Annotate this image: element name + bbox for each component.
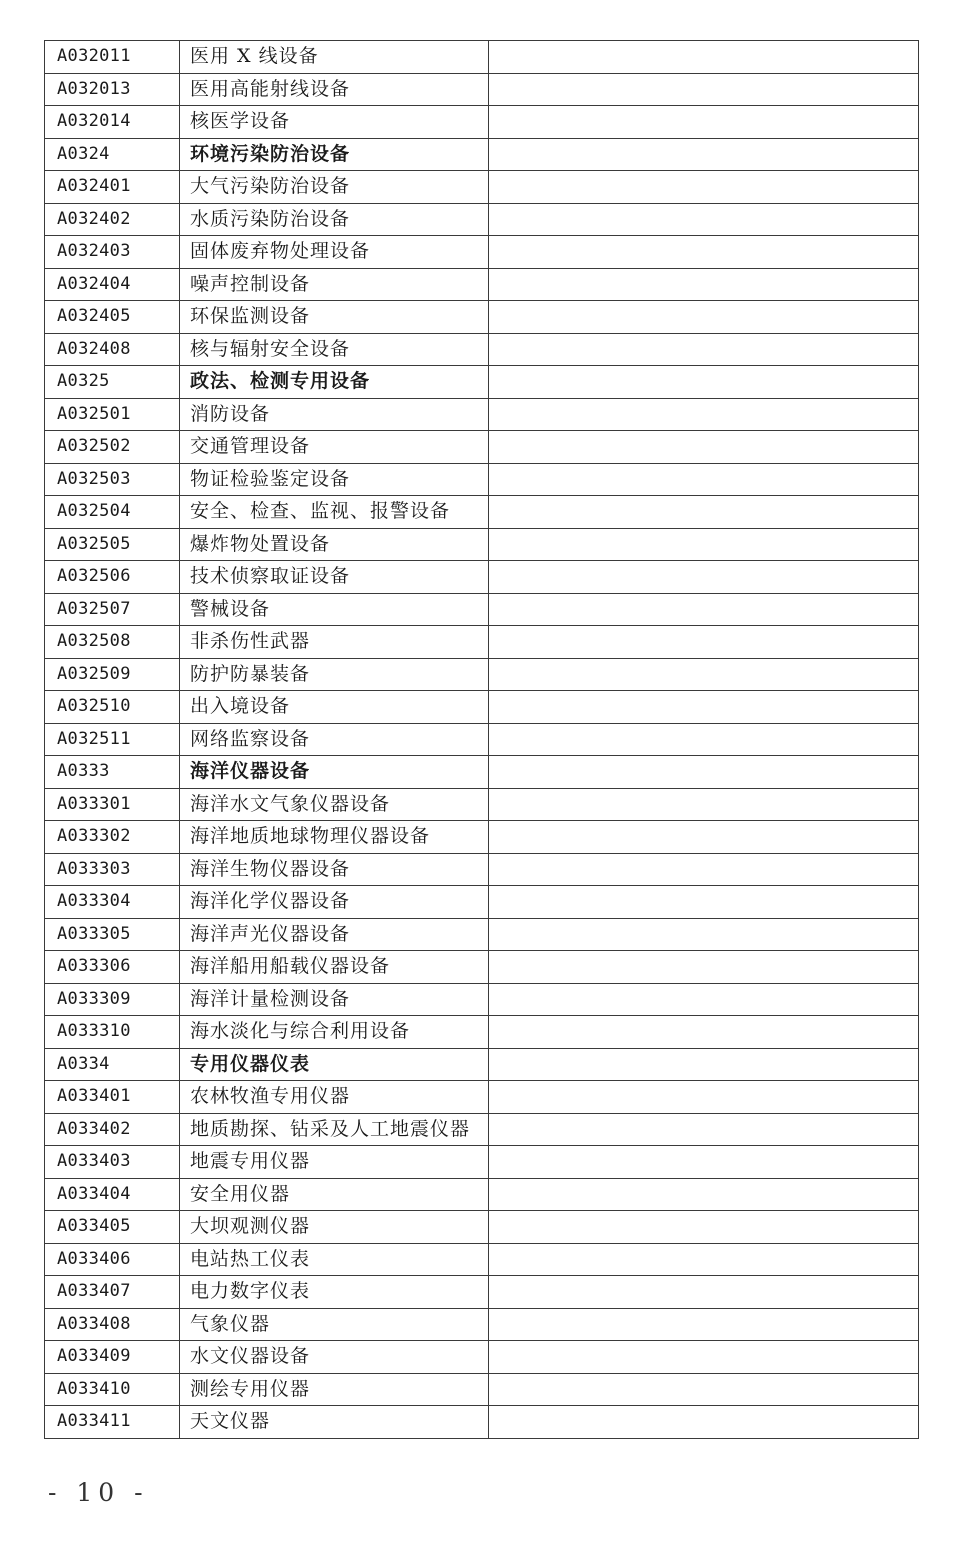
- item-note: [489, 1406, 919, 1439]
- item-note: [489, 431, 919, 464]
- item-name: 大坝观测仪器: [180, 1211, 489, 1244]
- item-name: 消防设备: [180, 398, 489, 431]
- item-note: [489, 983, 919, 1016]
- item-note: [489, 41, 919, 74]
- item-note: [489, 496, 919, 529]
- table-row: [45, 821, 919, 854]
- item-note: [489, 138, 919, 171]
- item-note: [489, 301, 919, 334]
- item-note: [489, 1308, 919, 1341]
- item-code: A033405: [45, 1211, 180, 1244]
- item-note: [489, 1341, 919, 1374]
- item-code: A033310: [45, 1016, 180, 1049]
- item-note: [489, 73, 919, 106]
- item-code: A032509: [45, 658, 180, 691]
- table-row: [45, 1211, 919, 1244]
- item-note: [489, 171, 919, 204]
- item-name: 海洋仪器设备: [180, 756, 489, 789]
- table-row: [45, 593, 919, 626]
- item-note: [489, 1146, 919, 1179]
- item-code: A0333: [45, 756, 180, 789]
- item-name: 爆炸物处置设备: [180, 528, 489, 561]
- item-name: 警械设备: [180, 593, 489, 626]
- table-row: [45, 431, 919, 464]
- table-row: [45, 398, 919, 431]
- item-name: 防护防暴装备: [180, 658, 489, 691]
- item-code: A033408: [45, 1308, 180, 1341]
- item-note: [489, 203, 919, 236]
- item-note: [489, 756, 919, 789]
- table-row: [45, 171, 919, 204]
- item-note: [489, 106, 919, 139]
- item-name: 固体废弃物处理设备: [180, 236, 489, 269]
- table-row: [45, 691, 919, 724]
- item-name: 政法、检测专用设备: [180, 366, 489, 399]
- item-code: A033401: [45, 1081, 180, 1114]
- item-code: A033306: [45, 951, 180, 984]
- item-name: 交通管理设备: [180, 431, 489, 464]
- item-name: 测绘专用仪器: [180, 1373, 489, 1406]
- item-code: A032404: [45, 268, 180, 301]
- table-row: [45, 1081, 919, 1114]
- item-name: 大气污染防治设备: [180, 171, 489, 204]
- item-name: 海洋计量检测设备: [180, 983, 489, 1016]
- item-code: A0325: [45, 366, 180, 399]
- item-note: [489, 268, 919, 301]
- item-note: [489, 1276, 919, 1309]
- item-name: 安全、检查、监视、报警设备: [180, 496, 489, 529]
- table-row: [45, 853, 919, 886]
- item-note: [489, 1243, 919, 1276]
- item-code: A033301: [45, 788, 180, 821]
- item-note: [489, 236, 919, 269]
- item-note: [489, 918, 919, 951]
- item-note: [489, 398, 919, 431]
- item-name: 地震专用仪器: [180, 1146, 489, 1179]
- item-name: 水文仪器设备: [180, 1341, 489, 1374]
- table-row: [45, 463, 919, 496]
- table-row: [45, 496, 919, 529]
- table-row: [45, 1146, 919, 1179]
- item-code: A032510: [45, 691, 180, 724]
- item-code: A033303: [45, 853, 180, 886]
- table-row: [45, 1113, 919, 1146]
- item-note: [489, 366, 919, 399]
- item-name: 电力数字仪表: [180, 1276, 489, 1309]
- item-name: 天文仪器: [180, 1406, 489, 1439]
- table-row: [45, 301, 919, 334]
- item-note: [489, 333, 919, 366]
- table-row: [45, 268, 919, 301]
- item-code: A032502: [45, 431, 180, 464]
- item-code: A033410: [45, 1373, 180, 1406]
- item-code: A033407: [45, 1276, 180, 1309]
- item-code: A032011: [45, 41, 180, 74]
- item-name: 专用仪器仪表: [180, 1048, 489, 1081]
- item-note: [489, 951, 919, 984]
- category-row: [45, 138, 919, 171]
- item-code: A032507: [45, 593, 180, 626]
- item-note: [489, 593, 919, 626]
- item-name: 非杀伤性武器: [180, 626, 489, 659]
- item-name: 海洋地质地球物理仪器设备: [180, 821, 489, 854]
- table-row: [45, 788, 919, 821]
- table-row: [45, 1341, 919, 1374]
- item-name: 安全用仪器: [180, 1178, 489, 1211]
- item-code: A032405: [45, 301, 180, 334]
- item-name: 海洋生物仪器设备: [180, 853, 489, 886]
- item-name: 出入境设备: [180, 691, 489, 724]
- item-code: A033406: [45, 1243, 180, 1276]
- item-code: A033305: [45, 918, 180, 951]
- table-row: [45, 333, 919, 366]
- item-note: [489, 1211, 919, 1244]
- item-name: 环境污染防治设备: [180, 138, 489, 171]
- item-name: 噪声控制设备: [180, 268, 489, 301]
- item-code: A032013: [45, 73, 180, 106]
- item-note: [489, 788, 919, 821]
- item-name: 海洋声光仪器设备: [180, 918, 489, 951]
- item-note: [489, 658, 919, 691]
- item-code: A033404: [45, 1178, 180, 1211]
- item-note: [489, 528, 919, 561]
- item-code: A033402: [45, 1113, 180, 1146]
- table-row: [45, 886, 919, 919]
- item-name: 环保监测设备: [180, 301, 489, 334]
- item-code: A032503: [45, 463, 180, 496]
- item-name: 海洋水文气象仪器设备: [180, 788, 489, 821]
- table-row: [45, 1406, 919, 1439]
- item-note: [489, 561, 919, 594]
- item-code: A032401: [45, 171, 180, 204]
- item-name: 地质勘探、钻采及人工地震仪器: [180, 1113, 489, 1146]
- item-note: [489, 886, 919, 919]
- table-row: [45, 1373, 919, 1406]
- table-row: [45, 73, 919, 106]
- page-number: - 10 -: [48, 1478, 149, 1507]
- item-name: 核与辐射安全设备: [180, 333, 489, 366]
- table-row: [45, 41, 919, 74]
- item-name: 技术侦察取证设备: [180, 561, 489, 594]
- item-note: [489, 723, 919, 756]
- table-row: [45, 203, 919, 236]
- item-name: 农林牧渔专用仪器: [180, 1081, 489, 1114]
- item-note: [489, 853, 919, 886]
- table-row: [45, 106, 919, 139]
- table-row: [45, 626, 919, 659]
- table-row: [45, 528, 919, 561]
- catalog-table: [44, 40, 919, 1439]
- table-row: [45, 983, 919, 1016]
- category-row: [45, 756, 919, 789]
- table-row: [45, 1178, 919, 1211]
- table-row: [45, 1308, 919, 1341]
- item-code: A033304: [45, 886, 180, 919]
- item-note: [489, 1113, 919, 1146]
- table-row: [45, 561, 919, 594]
- table-row: [45, 236, 919, 269]
- item-note: [489, 1016, 919, 1049]
- item-code: A033409: [45, 1341, 180, 1374]
- item-code: A032511: [45, 723, 180, 756]
- item-code: A032501: [45, 398, 180, 431]
- item-note: [489, 626, 919, 659]
- item-note: [489, 1178, 919, 1211]
- table-row: [45, 951, 919, 984]
- item-name: 医用高能射线设备: [180, 73, 489, 106]
- item-name: 海水淡化与综合利用设备: [180, 1016, 489, 1049]
- table-row: [45, 1016, 919, 1049]
- catalog-table-body: [45, 41, 919, 1439]
- item-name: 核医学设备: [180, 106, 489, 139]
- item-code: A033411: [45, 1406, 180, 1439]
- item-note: [489, 1081, 919, 1114]
- category-row: [45, 1048, 919, 1081]
- table-row: [45, 723, 919, 756]
- table-row: [45, 1243, 919, 1276]
- table-row: [45, 918, 919, 951]
- item-name: 气象仪器: [180, 1308, 489, 1341]
- item-name: 海洋化学仪器设备: [180, 886, 489, 919]
- table-row: [45, 658, 919, 691]
- item-name: 海洋船用船载仪器设备: [180, 951, 489, 984]
- item-code: A033309: [45, 983, 180, 1016]
- item-code: A032504: [45, 496, 180, 529]
- item-note: [489, 1373, 919, 1406]
- item-code: A033403: [45, 1146, 180, 1179]
- item-code: A033302: [45, 821, 180, 854]
- item-note: [489, 821, 919, 854]
- item-note: [489, 463, 919, 496]
- item-name: 医用 X 线设备: [180, 41, 489, 74]
- item-note: [489, 691, 919, 724]
- item-name: 网络监察设备: [180, 723, 489, 756]
- category-row: [45, 366, 919, 399]
- item-code: A032408: [45, 333, 180, 366]
- item-name: 电站热工仪表: [180, 1243, 489, 1276]
- item-code: A032403: [45, 236, 180, 269]
- item-note: [489, 1048, 919, 1081]
- item-code: A032508: [45, 626, 180, 659]
- item-code: A032506: [45, 561, 180, 594]
- item-name: 物证检验鉴定设备: [180, 463, 489, 496]
- item-name: 水质污染防治设备: [180, 203, 489, 236]
- item-code: A032402: [45, 203, 180, 236]
- item-code: A032505: [45, 528, 180, 561]
- item-code: A0324: [45, 138, 180, 171]
- item-code: A032014: [45, 106, 180, 139]
- item-code: A0334: [45, 1048, 180, 1081]
- table-row: [45, 1276, 919, 1309]
